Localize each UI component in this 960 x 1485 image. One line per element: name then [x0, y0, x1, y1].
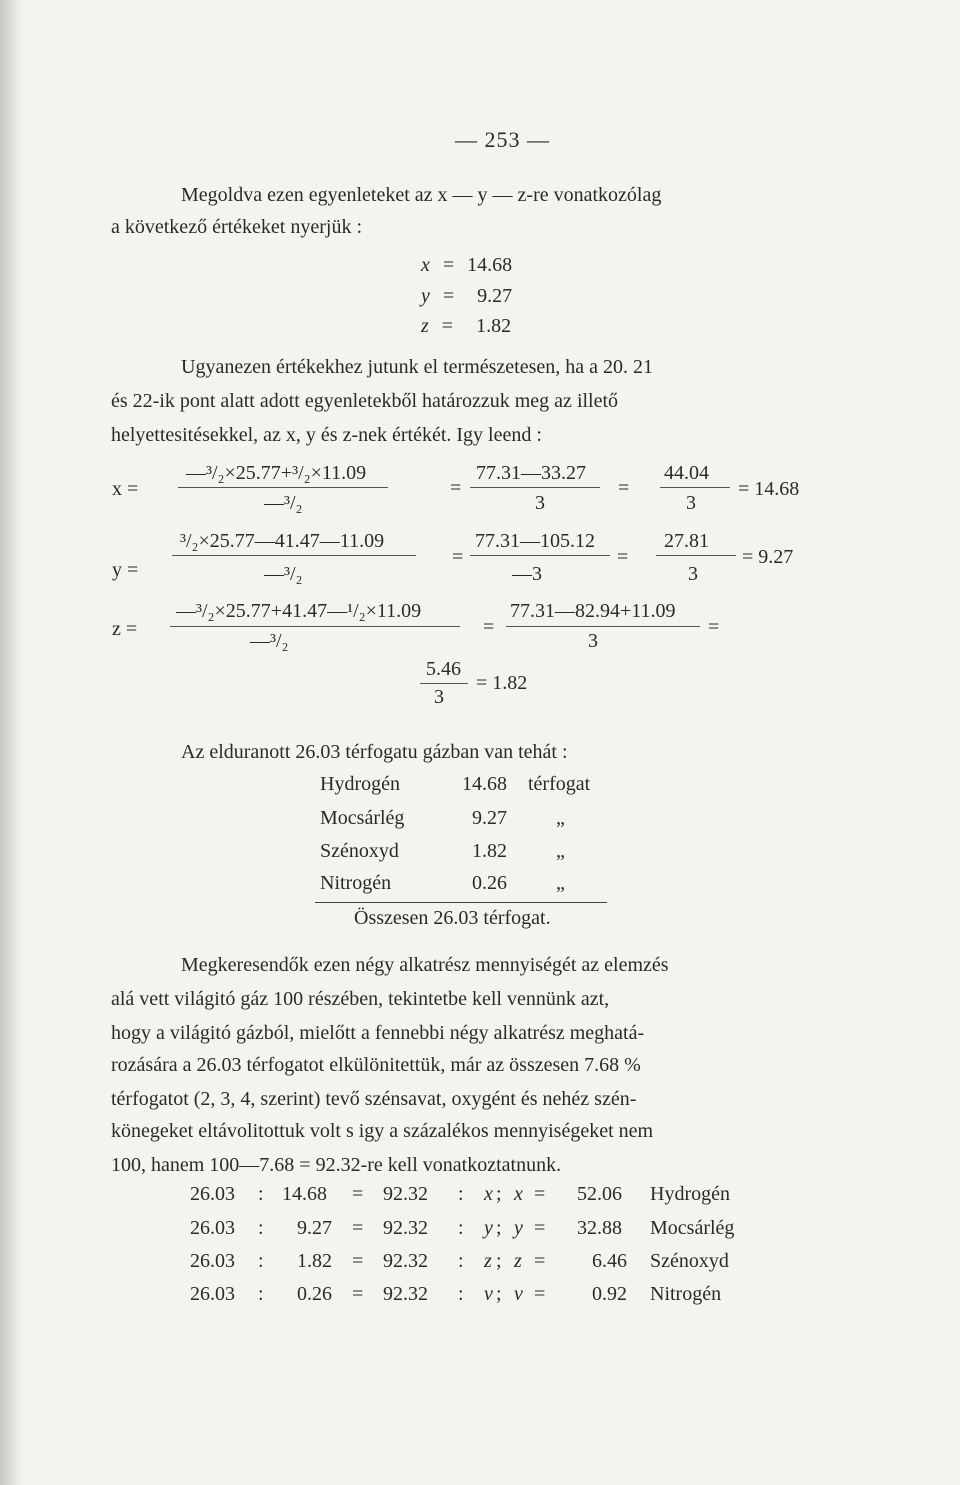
calc-z-trail-eq: = [708, 616, 720, 638]
calc-y-num2: 77.31—105.12 [475, 530, 595, 552]
para3-line-7: 100, hanem 100—7.68 = 92.32-re kell vonatkoztatnunk. [111, 1154, 562, 1176]
prop-b: 14.68 [282, 1183, 327, 1205]
prop-a: 26.03 [190, 1183, 235, 1205]
composition-unit: „ [556, 807, 565, 829]
intro-line-2: a következő értékeket nyerjük : [111, 216, 362, 238]
prop-c: 92.32 [383, 1250, 428, 1272]
prop-result: 0.92 [592, 1283, 627, 1305]
para3-line-6: könegeket eltávolitottuk volt s igy a százalékos mennyiségeket nem [111, 1120, 654, 1142]
prop-result: 6.46 [592, 1250, 627, 1272]
calc-y-den3: 3 [688, 563, 698, 585]
composition-value: 14.68 [462, 773, 507, 795]
result-eq: = [442, 285, 455, 307]
calc-y-result: = 9.27 [742, 546, 794, 568]
prop-name: Szénoxyd [650, 1250, 729, 1272]
calc-y-num3: 27.81 [664, 530, 709, 552]
prop-b: 9.27 [297, 1217, 332, 1239]
para3-line-5: térfogatot (2, 3, 4, szerint) tevő szénsavat, oxygént és nehéz szén- [111, 1088, 637, 1110]
calc-z-den1: —³/₂ [250, 630, 289, 652]
calc-x-den3: 3 [686, 492, 696, 514]
calc-z-den2: 3 [588, 630, 598, 652]
composition-name: Mocsárlég [320, 807, 405, 829]
result-var: y [421, 285, 430, 307]
calc-y-eq1: = [452, 546, 464, 568]
composition-name: Nitrogén [320, 872, 392, 894]
calc-z-lhs: z = [112, 618, 138, 640]
prop-name: Nitrogén [650, 1283, 722, 1305]
result-var: z [421, 315, 429, 337]
para3-line-4: rozására a 26.03 térfogatot elkülönitettük, már az összesen 7.68 % [111, 1054, 641, 1076]
calc-x-eq2: = [618, 477, 630, 499]
result-eq: = [442, 254, 455, 276]
composition-name: Szénoxyd [320, 840, 399, 862]
para3-line-1: Megkeresendők ezen négy alkatrész mennyiségét az elemzés [181, 954, 669, 976]
result-row [421, 315, 511, 338]
prop-result: 52.06 [577, 1183, 622, 1205]
para3-line-3: hogy a világitó gázból, mielőtt a fennebbi négy alkatrész meghatá- [111, 1022, 645, 1044]
prop-name: Mocsárlég [650, 1217, 735, 1239]
result-value: 1.82 [476, 315, 512, 337]
composition-intro-text: Az elduranott 26.03 térfogatu gázban van tehát : [181, 741, 568, 763]
calc-x-lhs: x = [112, 478, 139, 500]
composition-name: Hydrogén [320, 773, 400, 795]
calc-y-eq2: = [617, 546, 629, 568]
para3-line-2: alá vett világitó gáz 100 részében, tekintetbe kell vennünk azt, [111, 988, 610, 1010]
composition-unit: „ [556, 872, 565, 894]
book-page: — 253 — Megoldva ezen egyenleteket az x — y — z-re vonatkozólag a következő értékeket nyerjük : x = 14.68 y = 9.27 z = 1.82 Ugyanezen értékekhez jutunk el természetesen, ha a 20. 21 és 22-ik pont alatt adott egyenletekből határozzuk meg az illető helyettesitésekkel, az x, y és z-nek értékét. Igy leend : x = —³/₂×25.77+³/₂×11.09 —³/₂ = 77.31—33.27 3 = 44.04 3 = 14.68 y = ³/₂×25.77—41.47—11.09 —³/₂ = 77.31—105.12 —3 = 27.81 3 = 9.27 z = —³/₂×25.77+41.47—¹/₂×11.09 —³/₂ = 77.31—82.94+11.09 3 = 5.46 3 = 1.82 Az elduranott 26.03 térfogatu gázban van tehát : Hydrogén 14.68 térfogat Mocsárlég 9.27 „ Szénoxyd 1.82 „ Nitrogén 0.26 „ Összesen 26.03 térfogat. Megkeresendők ezen négy alkatrész mennyiségét az elemzés alá vett világitó gáz 100 részében, tekintetbe kell vennünk azt, hogy a világitó gázból, mielőtt a fennebbi négy alkatrész meghatá- rozására a 26.03 térfogatot elkülönitettük, már az összesen 7.68 % térfogatot (2, 3, 4, szerint) tevő szénsavat, oxygént és nehéz szén- könegeket eltávolitottuk volt s igy a százalékos mennyiségeket nem 100, hanem 100—7.68 = 92.32-re kell vonatkoztatnunk. 26.03 : 14.68 = 92.32 : x ; x = 52.06 Hydrogén 26.03 : 9.27 = 92.32 : y ; y = 32.88 Mocsárlég 26.03 : 1.82 = 92.32 : z ; z = 6.46 Szénoxyd 26.03 : 0.26 = 92.32 : v ; v = 0.92 Nitrogén [111, 127, 800, 1305]
calc-z-den3: 3 [434, 686, 444, 708]
prop-a: 26.03 [190, 1217, 235, 1239]
result-value: 9.27 [477, 285, 513, 307]
prop-a: 26.03 [190, 1283, 235, 1305]
prop-var-2: z [514, 1250, 522, 1272]
calc-x-num3: 44.04 [664, 462, 709, 484]
page-number: — 253 — [455, 127, 550, 152]
prop-var-2: x [514, 1183, 523, 1205]
prop-result: 32.88 [577, 1217, 622, 1239]
prop-var: z [484, 1250, 492, 1272]
calc-z-eq1: = [483, 616, 495, 638]
para2-line-3: helyettesitésekkel, az x, y és z-nek értékét. Igy leend : [111, 424, 542, 446]
prop-var: x [484, 1183, 493, 1205]
composition-value: 1.82 [472, 840, 507, 862]
calc-z-num3: 5.46 [426, 658, 461, 680]
prop-b: 1.82 [297, 1250, 332, 1272]
calc-y-den2: —3 [512, 563, 542, 585]
composition-value: 0.26 [472, 872, 507, 894]
result-row [421, 254, 512, 277]
composition-unit: „ [556, 840, 565, 862]
result-value: 14.68 [467, 254, 513, 276]
prop-name: Hydrogén [650, 1183, 730, 1205]
prop-var: y [484, 1217, 493, 1239]
calc-z-num2: 77.31—82.94+11.09 [510, 600, 676, 622]
calc-z-num1: —³/₂×25.77+41.47—¹/₂×11.09 [176, 600, 422, 622]
calc-y-den1: —³/₂ [264, 563, 303, 585]
calc-x-num1: —³/₂×25.77+³/₂×11.09 [186, 462, 367, 484]
prop-c: 92.32 [383, 1283, 428, 1305]
composition-unit: térfogat [528, 773, 591, 795]
composition-total: Összesen 26.03 térfogat. [354, 907, 551, 929]
calc-z-result: = 1.82 [476, 672, 528, 694]
sum-rule [315, 902, 607, 903]
calc-y-num1: ³/₂×25.77—41.47—11.09 [180, 530, 385, 552]
calc-x-den2: 3 [535, 492, 545, 514]
prop-a: 26.03 [190, 1250, 235, 1272]
intro-line-1: Megoldva ezen egyenleteket az x — y — z-re vonatkozólag [181, 184, 662, 206]
result-eq: = [441, 315, 454, 337]
composition-value: 9.27 [472, 807, 507, 829]
calc-x-result: = 14.68 [738, 478, 800, 500]
prop-c: 92.32 [383, 1217, 428, 1239]
prop-var: v [484, 1283, 493, 1305]
result-var: x [421, 254, 430, 276]
calc-y-lhs: y = [112, 559, 139, 581]
calc-x-den1: —³/₂ [264, 492, 303, 514]
result-row [421, 285, 512, 308]
prop-var-2: v [514, 1283, 523, 1305]
prop-c: 92.32 [383, 1183, 428, 1205]
prop-var-2: y [514, 1217, 523, 1239]
para2-line-1: Ugyanezen értékekhez jutunk el természetesen, ha a 20. 21 [181, 356, 654, 378]
para2-line-2: és 22-ik pont alatt adott egyenletekből határozzuk meg az illető [111, 390, 619, 412]
prop-b: 0.26 [297, 1283, 332, 1305]
calc-x-eq1: = [450, 477, 462, 499]
calc-x-num2: 77.31—33.27 [476, 462, 586, 484]
